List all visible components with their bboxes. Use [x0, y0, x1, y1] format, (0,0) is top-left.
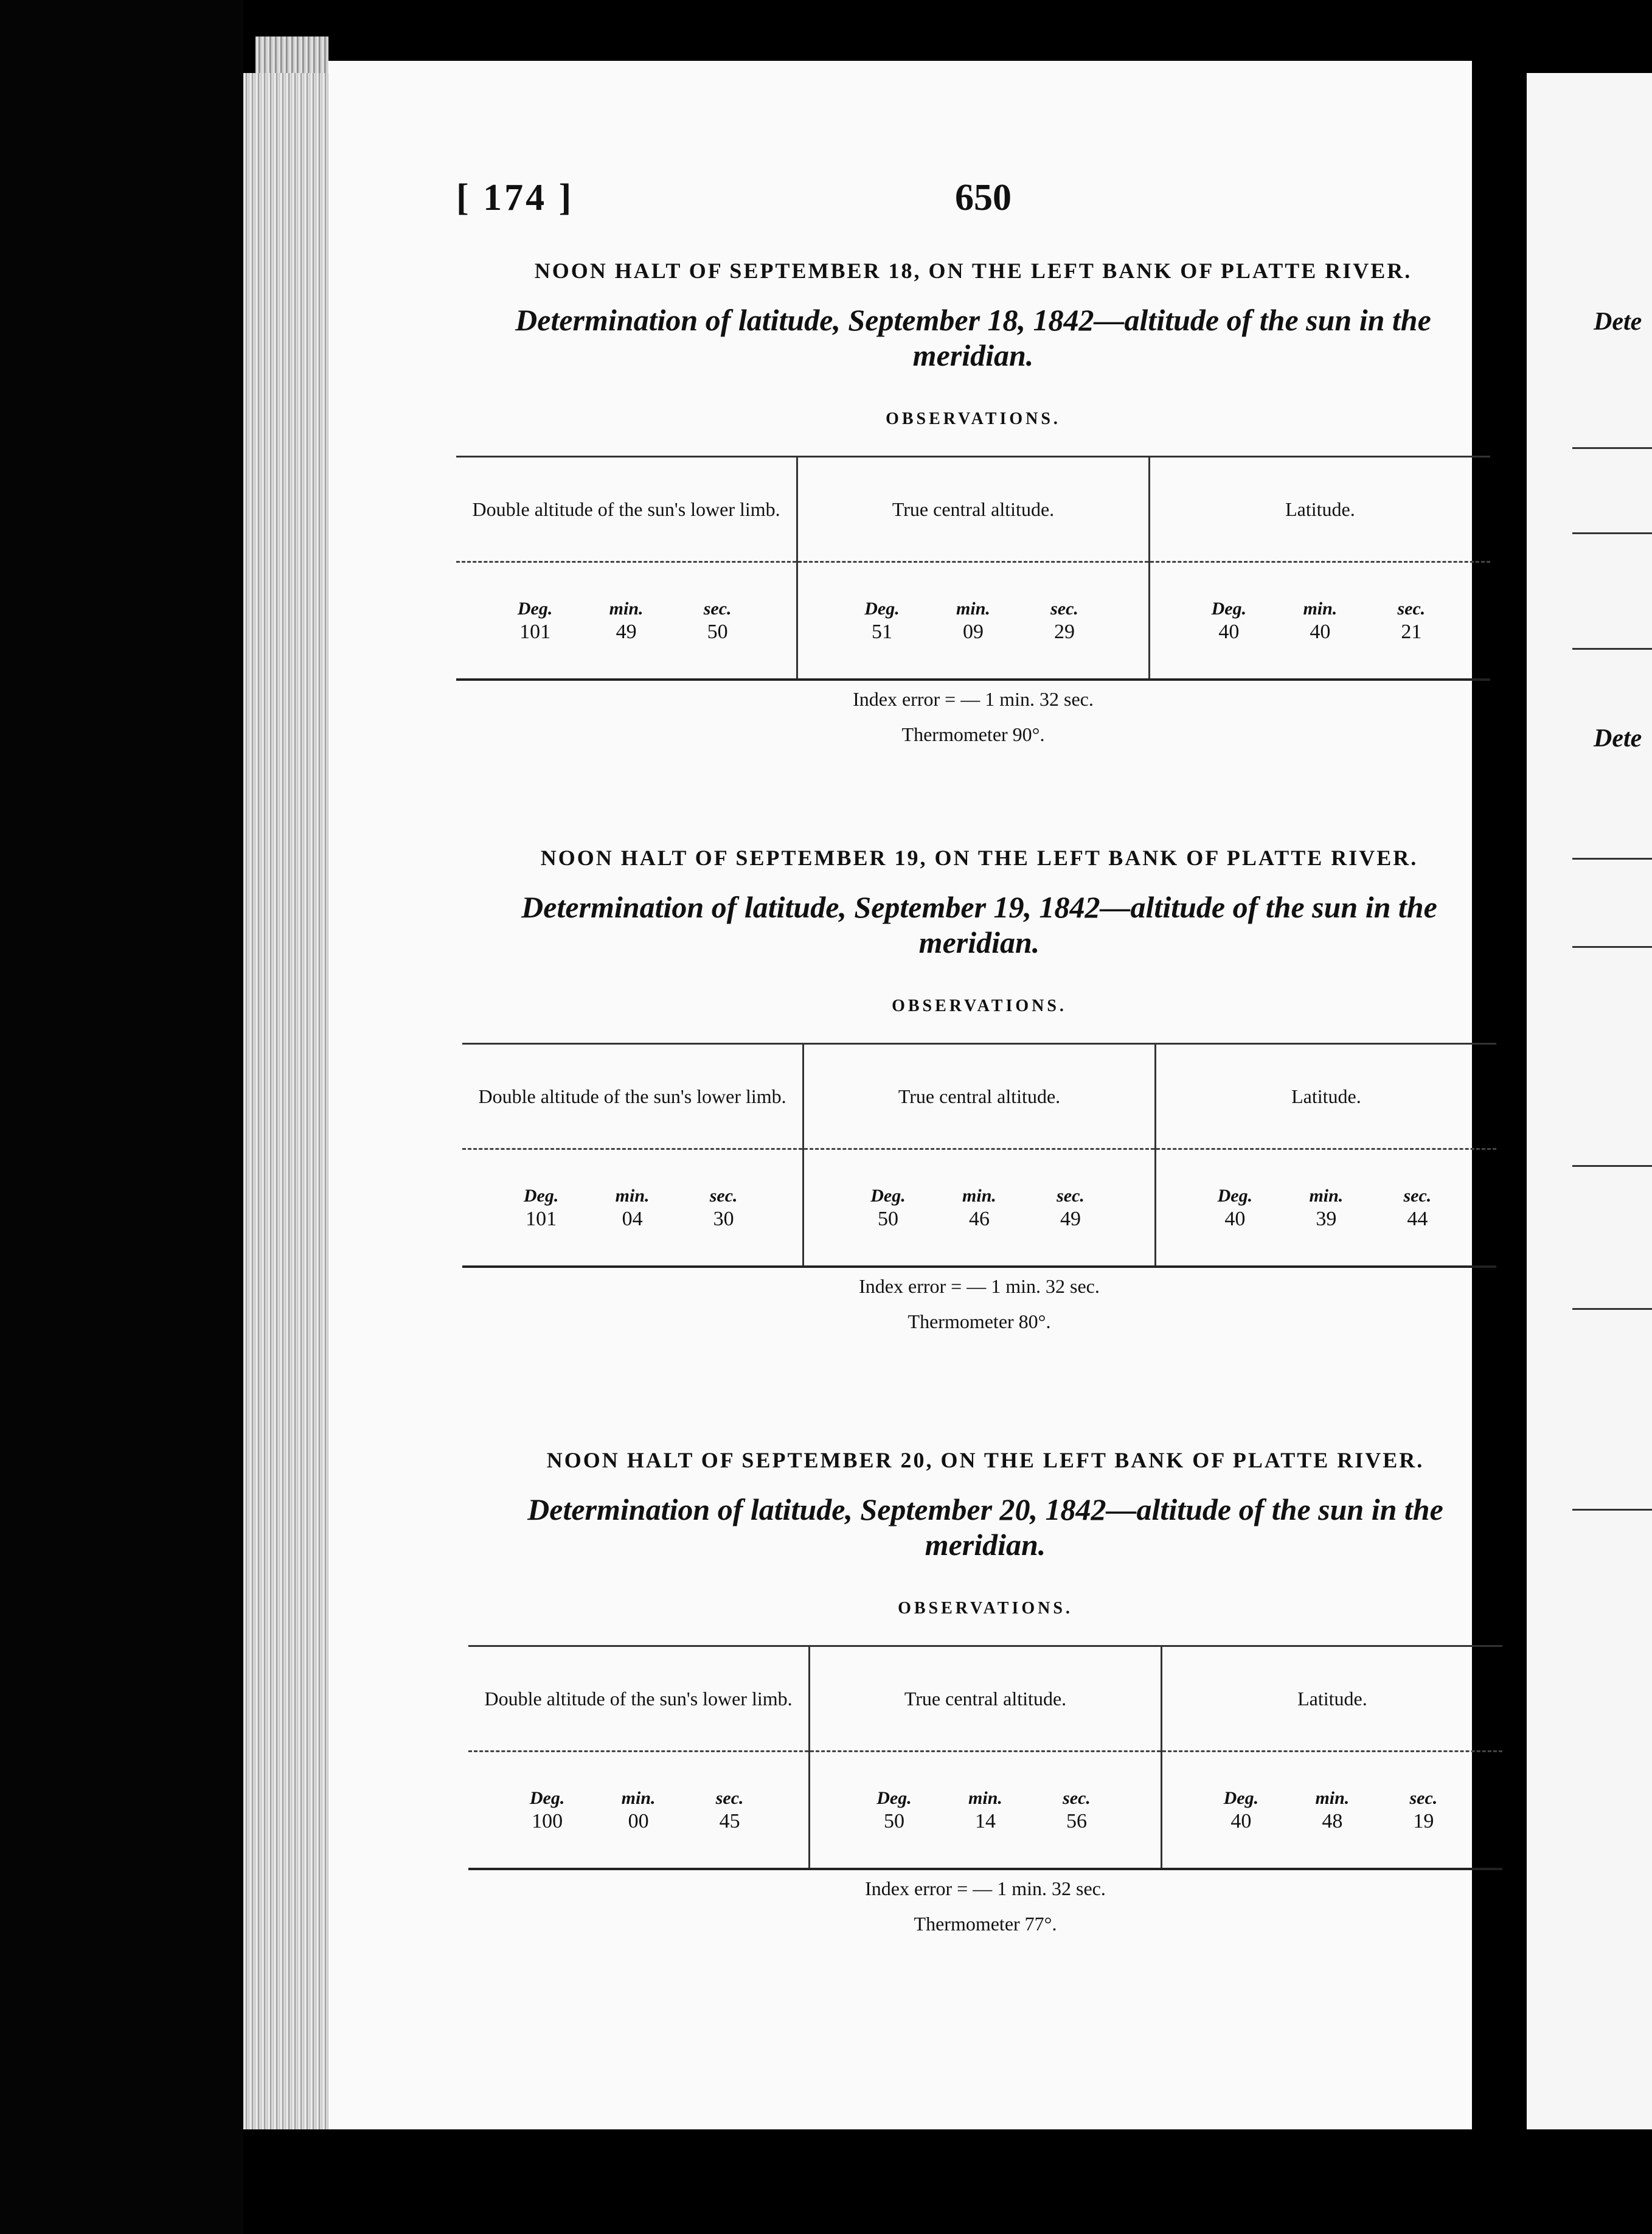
unit-label: Deg.: [529, 1788, 565, 1808]
value-column: [1387, 597, 1435, 644]
table-cell: [1161, 1752, 1502, 1870]
observations-table: [456, 456, 1490, 681]
true-central-altitude-values: [804, 1185, 1154, 1231]
table-cell: [1155, 1149, 1496, 1267]
value: 50: [707, 621, 728, 643]
value-column: [1052, 1787, 1101, 1833]
index-error: Index error = — 1 min. 32 sec.: [865, 1877, 1106, 1899]
value: 49: [616, 621, 637, 643]
facing-page-fragment: Dete: [1594, 725, 1642, 753]
section-title: NOON HALT OF SEPTEMBER 18, ON THE LEFT BANK OF PLATTE RIVER.: [534, 259, 1412, 283]
unit-label: sec.: [1403, 1186, 1432, 1206]
unit-label: min.: [1315, 1788, 1350, 1808]
unit-label: Deg.: [1211, 599, 1247, 619]
value-column: [706, 1787, 754, 1833]
table-cell: [810, 1752, 1162, 1870]
unit-label: Deg.: [523, 1186, 559, 1206]
facing-page-fragment: Dete: [1594, 308, 1642, 336]
table-cell: [462, 1149, 803, 1267]
index-error: Index error = — 1 min. 32 sec.: [859, 1275, 1100, 1297]
unit-label: sec.: [709, 1186, 738, 1206]
value: 40: [1224, 1208, 1246, 1230]
value: 49: [1060, 1208, 1081, 1230]
latitude-values: [1150, 597, 1490, 644]
value: 46: [968, 1208, 990, 1230]
value: 04: [622, 1208, 643, 1230]
column-header: True central altitude.: [810, 1646, 1162, 1752]
facing-page-rule: [1572, 1509, 1652, 1511]
value: 45: [719, 1810, 740, 1832]
value: 48: [1322, 1810, 1343, 1832]
table-cell: [803, 1149, 1156, 1267]
value: 40: [1218, 621, 1240, 643]
column-header: Latitude.: [1149, 457, 1490, 562]
value: 19: [1413, 1810, 1434, 1832]
unit-label: min.: [621, 1788, 656, 1808]
observation-section: [468, 1442, 1502, 1937]
thermometer-reading: Thermometer 77°.: [914, 1913, 1057, 1935]
value-column: [1308, 1787, 1356, 1833]
column-header: True central altitude.: [803, 1044, 1156, 1149]
thermometer-reading: Thermometer 80°.: [908, 1310, 1051, 1332]
facing-page: [1527, 73, 1652, 2129]
unit-label: Deg.: [1223, 1788, 1259, 1808]
value: 101: [526, 1208, 557, 1230]
table-row: [456, 562, 1490, 680]
table-header-row: [468, 1646, 1502, 1752]
facing-page-rule: [1572, 858, 1652, 860]
column-header: True central altitude.: [797, 457, 1150, 562]
section-title: NOON HALT OF SEPTEMBER 20, ON THE LEFT BANK OF PLATTE RIVER.: [546, 1448, 1425, 1472]
unit-label: min.: [615, 1186, 650, 1206]
value-column: [699, 1185, 748, 1231]
unit-label: min.: [962, 1186, 996, 1206]
unit-label: min.: [1303, 599, 1338, 619]
value-column: [1040, 597, 1089, 644]
observation-section: [456, 252, 1490, 748]
value-column: [511, 597, 560, 644]
unit-label: Deg.: [870, 1186, 906, 1206]
double-altitude-values: [456, 597, 796, 644]
column-header: Latitude.: [1155, 1044, 1496, 1149]
unit-label: sec.: [715, 1788, 744, 1808]
value: 50: [877, 1208, 898, 1230]
observations-table: [462, 1043, 1496, 1268]
unit-label: sec.: [1409, 1788, 1438, 1808]
value-column: [693, 597, 742, 644]
index-error: Index error = — 1 min. 32 sec.: [853, 688, 1094, 710]
determination-heading: Determination of latitude, September 20, 1842—altitude of the sun in the meridian.: [527, 1492, 1443, 1562]
value-column: [523, 1787, 572, 1833]
value: 101: [519, 621, 551, 643]
value: 14: [974, 1810, 996, 1832]
value: 50: [883, 1810, 904, 1832]
value-column: [955, 1185, 1004, 1231]
double-altitude-values: [468, 1787, 808, 1833]
book-spine: [0, 0, 243, 2234]
observations-label: OBSERVATIONS.: [898, 1599, 1073, 1618]
observation-section: [462, 840, 1496, 1335]
value: 40: [1230, 1810, 1252, 1832]
value-column: [1210, 1185, 1259, 1231]
table-row: [462, 1149, 1496, 1267]
folio-number: [ 174 ]: [456, 177, 574, 218]
value: 51: [871, 621, 892, 643]
observations-label: OBSERVATIONS.: [886, 409, 1061, 428]
unit-label: sec.: [1057, 1186, 1085, 1206]
unit-label: min.: [609, 599, 644, 619]
facing-page-rule: [1572, 447, 1652, 449]
value-column: [517, 1185, 566, 1231]
unit-label: Deg.: [864, 599, 900, 619]
value-column: [1204, 597, 1253, 644]
value-column: [1046, 1185, 1095, 1231]
value: 21: [1401, 621, 1422, 643]
facing-page-rule: [1572, 1165, 1652, 1167]
unit-label: sec.: [1050, 599, 1078, 619]
column-header: Double altitude of the sun's lower limb.: [468, 1646, 810, 1752]
unit-label: Deg.: [876, 1788, 912, 1808]
true-central-altitude-values: [798, 597, 1148, 644]
value-column: [1216, 1787, 1265, 1833]
value-column: [870, 1787, 918, 1833]
value-column: [1302, 1185, 1350, 1231]
observations-label: OBSERVATIONS.: [892, 997, 1067, 1015]
value: 30: [713, 1208, 734, 1230]
unit-label: sec.: [1397, 599, 1426, 619]
unit-label: min.: [968, 1788, 1002, 1808]
table-header-row: [462, 1044, 1496, 1149]
latitude-values: [1156, 1185, 1496, 1231]
unit-label: sec.: [703, 599, 732, 619]
facing-page-rule: [1572, 532, 1652, 534]
value-column: [602, 597, 651, 644]
table-cell: [456, 562, 797, 680]
value-column: [864, 1185, 912, 1231]
facing-page-rule: [1572, 648, 1652, 650]
table-cell: [468, 1752, 810, 1870]
value: 29: [1053, 621, 1075, 643]
section-title: NOON HALT OF SEPTEMBER 19, ON THE LEFT BANK OF PLATTE RIVER.: [540, 846, 1418, 870]
value: 09: [962, 621, 984, 643]
table-header-row: [456, 457, 1490, 562]
value-column: [1296, 597, 1344, 644]
unit-label: Deg.: [1217, 1186, 1253, 1206]
value: 56: [1066, 1810, 1087, 1832]
column-header: Double altitude of the sun's lower limb.: [462, 1044, 803, 1149]
value-column: [1399, 1787, 1448, 1833]
page-header: [456, 176, 1490, 231]
value: 100: [532, 1810, 563, 1832]
value-column: [614, 1787, 663, 1833]
true-central-altitude-values: [810, 1787, 1161, 1833]
facing-page-rule: [1572, 946, 1652, 948]
page-edges: [243, 73, 328, 2129]
latitude-values: [1162, 1787, 1502, 1833]
thermometer-reading: Thermometer 90°.: [901, 723, 1045, 745]
table-cell: [1149, 562, 1490, 680]
table-row: [468, 1752, 1502, 1870]
facing-page-rule: [1572, 1308, 1652, 1310]
value-column: [1393, 1185, 1442, 1231]
unit-label: min.: [1309, 1186, 1344, 1206]
value: 00: [628, 1810, 649, 1832]
unit-label: Deg.: [517, 599, 553, 619]
determination-heading: Determination of latitude, September 19, 1842—altitude of the sun in the meridian.: [521, 890, 1437, 959]
value-column: [961, 1787, 1010, 1833]
value: 39: [1316, 1208, 1337, 1230]
table-cell: [797, 562, 1150, 680]
unit-label: min.: [956, 599, 990, 619]
determination-heading: Determination of latitude, September 18, 1842—altitude of the sun in the meridian.: [515, 303, 1431, 372]
value: 44: [1407, 1208, 1428, 1230]
value-column: [858, 597, 906, 644]
page-number: 650: [955, 177, 1012, 218]
column-header: Latitude.: [1161, 1646, 1502, 1752]
value-column: [949, 597, 998, 644]
observations-table: [468, 1645, 1502, 1870]
value: 40: [1310, 621, 1331, 643]
double-altitude-values: [462, 1185, 802, 1231]
unit-label: sec.: [1063, 1788, 1091, 1808]
value-column: [608, 1185, 657, 1231]
column-header: Double altitude of the sun's lower limb.: [456, 457, 797, 562]
